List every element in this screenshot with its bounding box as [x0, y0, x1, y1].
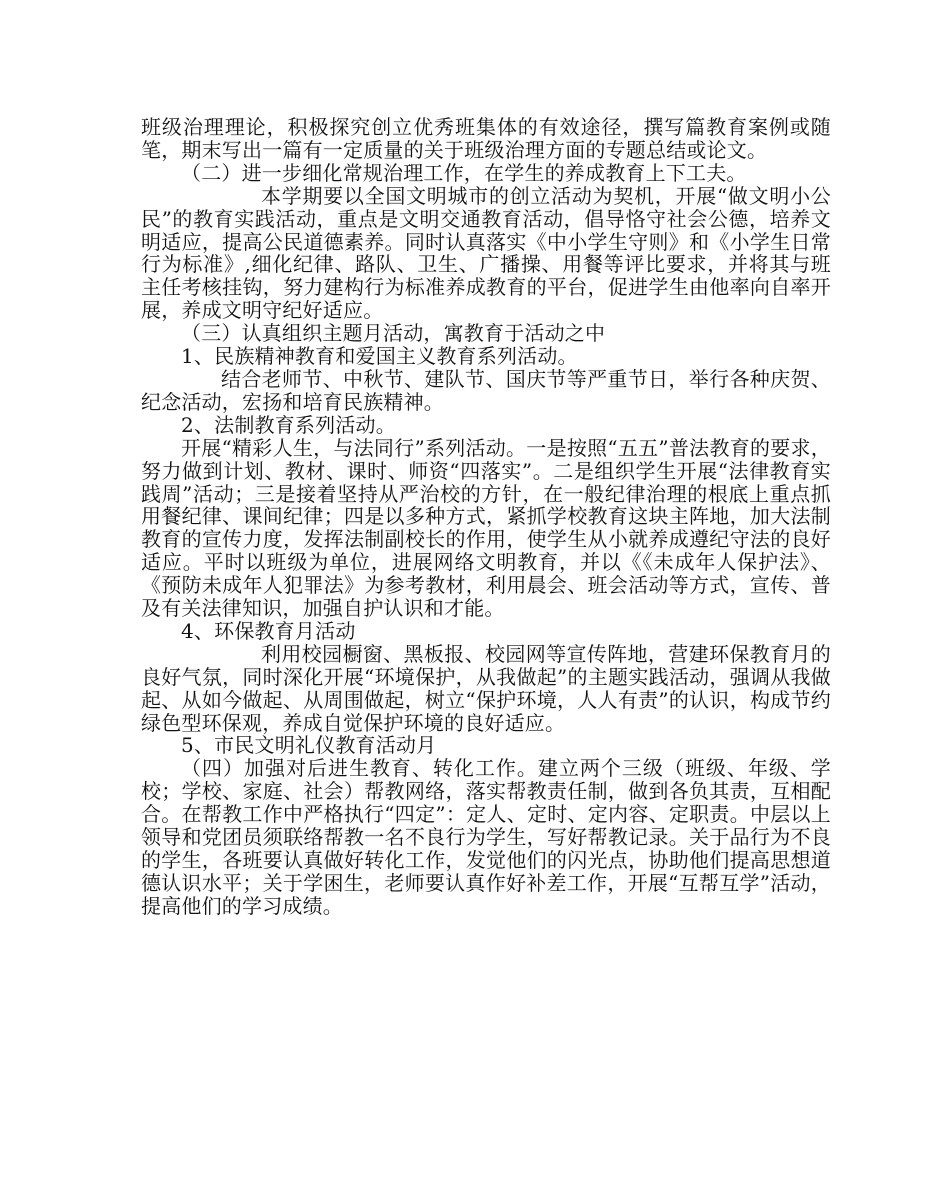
- paragraph-class-management-study: 班级治理理论，积极探究创立优秀班集体的有效途径，撰写篇教育案例或随笔，期末写出一篇有一定质量的关于班级治理方面的专题总结或论文。: [141, 115, 831, 162]
- paragraph-festival-activities: 结合老师节、中秋节、建队节、国庆节等严重节日，举行各种庆贺、纪念活动，宏扬和培育民族精神。: [141, 366, 831, 414]
- paragraph-environment-activities: 利用校园橱窗、黑板报、校园网等宣传阵地，营建环保教育月的良好气氛，同时深化开展“环境保护，从我做起”的主题实践活动，强调从我做起、从如今做起、从周围做起，树立“保护环境，人人有责”的认识，构成节约绿色型环保观，养成自觉保护环境的良好适应。: [141, 641, 831, 735]
- subheading-legal-education: 2、法制教育系列活动。: [181, 412, 396, 437]
- paragraph-civilized-citizen: 本学期要以全国文明城市的创立活动为契机，开展“做文明小公民”的教育实践活动，重点是文明交通教育活动，倡导恪守社会公德，培养文明适应，提高公民道德素养。同时认真落实《中小学生守则》和《小学生日常行为标准》,细化纪律、路队、卫生、广播操、用餐等评比要求，并将其与班主任考核挂钩，努力建构行为标准养成教育的平台，促进学生由他率向自率开展，养成文明守纪好适应。: [141, 183, 831, 323]
- subheading-etiquette-month: 5、市民文明礼仪教育活动月: [181, 733, 437, 758]
- section-heading-3: （三）认真组织主题月活动，寓教育于活动之中: [181, 321, 606, 346]
- section-heading-2: （二）进一步细化常规治理工作，在学生的养成教育上下工夫。: [181, 160, 747, 185]
- paragraph-legal-activities: 开展“精彩人生，与法同行”系列活动。一是按照“五五”普法教育的要求，努力做到计划、教材、课时、师资“四落实”。二是组织学生开展“法律教育实践周”活动；三是接着坚持从严治校的方针，在一般纪律治理的根底上重点抓用餐纪律、课间纪律；四是以多种方式，紧抓学校教育这块主阵地，加大法制教育的宣传力度，发挥法制副校长的作用，使学生从小就养成遵纪守法的良好适应。平时以班级为单位，进展网络文明教育，并以《《未成年人保护法》、《预防未成年人犯罪法》为参考教材，利用晨会、班会活动等方式，宣传、普及有关法律知识，加强自护认识和才能。: [141, 435, 831, 621]
- subheading-national-spirit: 1、民族精神教育和爱国主义教育系列活动。: [181, 344, 578, 369]
- section-heading-4-underachievers: （四）加强对后进生教育、转化工作。建立两个三级（班级、年级、学校；学校、家庭、社会）帮教网络，落实帮教责任制，做到各负其责，互相配合。在帮教工作中严格执行“四定”：定人、定时、定内容、定职责。中层以上领导和党团员须联络帮教一名不良行为学生，写好帮教记录。关于品行为不良的学生，各班要认真做好转化工作，发觉他们的闪光点，协助他们提高思想道德认识水平；关于学困生，老师要认真作好补差工作，开展“互帮互学”活动，提高他们的学习成绩。: [141, 756, 831, 918]
- document-body: [141, 116, 831, 918]
- subheading-environment-month: 4、环保教育月活动: [181, 618, 356, 643]
